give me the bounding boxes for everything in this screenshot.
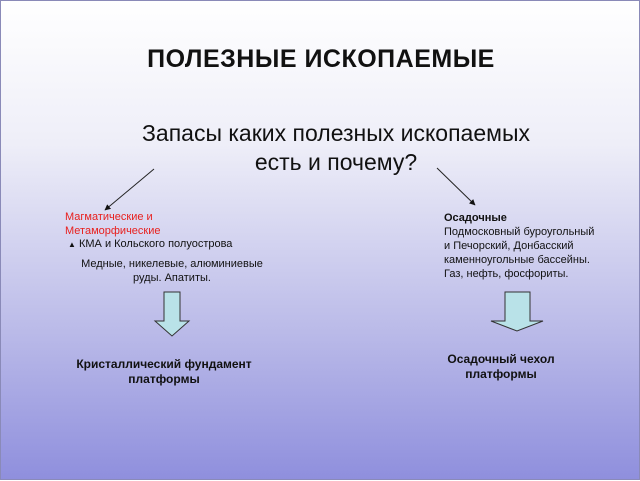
question-line-2: есть и почему? (254, 149, 418, 175)
question-line-1: Запасы каких полезных ископаемых (142, 120, 530, 146)
left-connector-arrow (105, 169, 154, 210)
right-line-2: и Печорский, Донбасский (444, 240, 574, 252)
left-ores-line-1: Медные, никелевые, алюминиевые (81, 258, 263, 270)
left-result-line-2: платформы (128, 372, 200, 386)
left-bullet (68, 237, 232, 252)
left-result-line-1: Кристаллический фундамент (76, 357, 252, 371)
right-block (444, 211, 594, 281)
left-ores (61, 257, 283, 285)
right-result-line-1: Осадочный чехол (447, 352, 555, 366)
right-line-3: каменноугольные бассейны. (444, 254, 590, 266)
triangle-bullet-icon: ▲ (68, 240, 76, 249)
left-bullet-text: КМА и Кольского полуострова (78, 238, 233, 250)
right-heading: Осадочные (444, 212, 507, 224)
left-ores-line-2: руды. Апатиты. (133, 272, 211, 284)
left-heading (65, 210, 161, 238)
left-down-arrow-icon (155, 292, 189, 336)
right-connector-arrow (437, 168, 475, 205)
left-result (61, 357, 267, 387)
right-line-1: Подмосковный буроугольный (444, 226, 595, 238)
left-heading-line-2: Метаморфические (65, 225, 161, 237)
right-down-arrow-icon (491, 292, 543, 331)
left-heading-line-1: Магматические и (65, 211, 153, 223)
slide-title: ПОЛЕЗНЫЕ ИСКОПАЕМЫЕ (147, 45, 495, 73)
right-line-4: Газ, нефть, фосфориты. (444, 268, 569, 280)
right-result (431, 352, 571, 382)
right-result-line-2: платформы (465, 367, 537, 381)
